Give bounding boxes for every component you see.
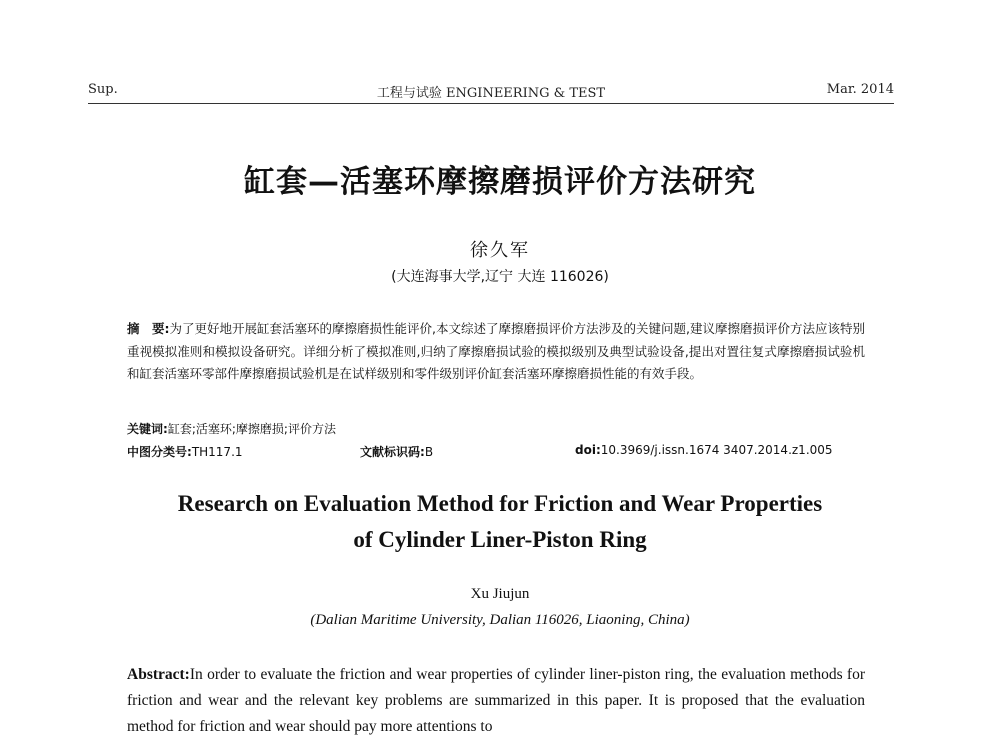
doi-value: 10.3969/j.issn.1674 3407.2014.z1.005 [600,443,833,457]
english-abstract [127,662,865,740]
english-affiliation: (Dalian Maritime University, Dalian 116026, Liaoning, China) [310,612,690,628]
header-supplement: Sup. [88,82,118,97]
document-code-value: B [424,445,434,459]
english-abstract-text: In order to evaluate the friction and wear properties of cylinder liner-piston ring, the evaluation methods for friction and wear and the relevant key problems are summarized in this paper. It is proposed that the evaluation method for friction and wear should pay more attentions to [127,666,865,735]
header-journal-name: 工程与试验 ENGINEERING & TEST [376,86,606,101]
english-author: Xu Jiujun [470,586,530,602]
header-date: Mar. 2014 [826,82,894,97]
english-title-line-1: Research on Evaluation Method for Friction and Wear Properties [177,491,823,516]
document-code [360,443,433,460]
keywords-value: 缸套;活塞环;摩擦磨损;评价方法 [167,422,336,436]
classification-number [127,443,243,460]
chinese-abstract [127,318,865,386]
chinese-keywords [127,420,336,437]
chinese-author: 徐久军 [470,240,530,261]
doi [575,443,833,457]
chinese-affiliation: (大连海事大学,辽宁 大连 116026) [391,269,609,285]
classification-label: 中图分类号: [127,445,192,459]
english-title [0,486,1000,558]
chinese-abstract-text: 为了更好地开展缸套活塞环的摩擦磨损性能评价,本文综述了摩擦磨损评价方法涉及的关键问题,建议摩擦磨损评价方法应该特别重视模拟准则和模拟设备研究。详细分析了模拟准则,归纳了摩擦磨损试验的模拟级别及典型试验设备,提出对置往复式摩擦磨损试验机和缸套活塞环零部件摩擦磨损试验机是在试样级别和零件级别评价缸套活塞环摩擦磨损性能的有效手段。 [127,321,866,381]
chinese-abstract-label: 摘 要: [127,321,170,336]
doi-label: doi: [575,443,601,457]
document-code-label: 文献标识码: [360,445,425,459]
keywords-label: 关键词: [127,422,168,436]
header-rule [88,103,894,104]
classification-value: TH117.1 [191,445,243,459]
running-header [88,82,894,102]
english-abstract-label: Abstract: [127,666,190,683]
chinese-title: 缸套—活塞环摩擦磨损评价方法研究 [244,164,756,200]
english-title-line-2: of Cylinder Liner-Piston Ring [353,527,647,552]
